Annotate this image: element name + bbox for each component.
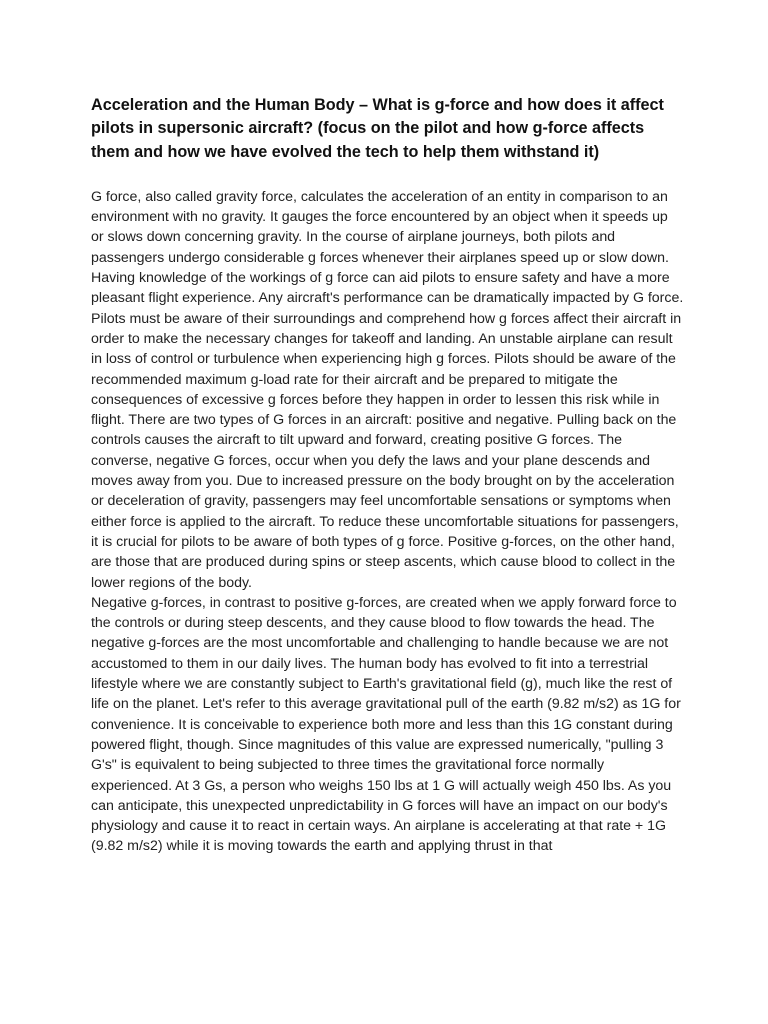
body-paragraph-1: G force, also called gravity force, calculates the acceleration of an entity in comparison to an environment with no gravity. It gauges the force encountered by an object when it speeds up or slows down concerning gravity. In the course of airplane journeys, both pilots and passengers undergo considerable g forces whenever their airplanes speed up or slow down. Having knowledge of the workings of g force can aid pilots to ensure safety and have a more pleasant flight experience. Any aircraft's performance can be dramatically impacted by G force. Pilots must be aware of their surroundings and comprehend how g forces affect their aircraft in order to make the necessary changes for takeoff and landing. An unstable airplane can result in loss of control or turbulence when experiencing high g forces. Pilots should be aware of the recommended maximum g-load rate for their aircraft and be prepared to mitigate the consequences of excessive g forces before they happen in order to lessen this risk while in flight. There are two types of G forces in an aircraft: positive and negative. Pulling back on the controls causes the aircraft to tilt upward and forward, creating positive G forces. The converse, negative G forces, occur when you defy the laws and your plane descends and moves away from you. Due to increased pressure on the body brought on by the acceleration or deceleration of gravity, passengers may feel uncomfortable sensations or symptoms when either force is applied to the aircraft. To reduce these uncomfortable situations for passengers, it is crucial for pilots to be aware of both types of g force. Positive g-forces, on the other hand, are those that are produced during spins or steep ascents, which cause blood to collect in the lower regions of the body. [91, 188, 684, 591]
body-paragraph-2: Negative g-forces, in contrast to positive g-forces, are created when we apply forward force to the controls or during steep descents, and they cause blood to flow towards the head. The negative g-forces are the most uncomfortable and challenging to handle because we are not accustomed to them in our daily lives. The human body has evolved to fit into a terrestrial lifestyle where we are constantly subject to Earth's gravitational field (g), much like the rest of life on the planet. Let's refer to this average gravitational pull of the earth (9.82 m/s2) as 1G for convenience. It is conceivable to experience both more and less than this 1G constant during powered flight, though. Since magnitudes of this value are expressed numerically, "pulling 3 G's" is equivalent to being subjected to three times the gravitational force normally experienced. At 3 Gs, a person who weighs 150 lbs at 1 G will actually weigh 450 lbs. As you can anticipate, this unexpected unpredictability in G forces will have an impact on our body's physiology and cause it to react in certain ways. An airplane is accelerating at that rate + 1G (9.82 m/s2) while it is moving towards the earth and applying thrust in that [91, 594, 681, 855]
document-title: Acceleration and the Human Body – What is g-force and how does it affect pilots in supersonic aircraft? (focus on the pilot and how g-force affects them and how we have evolved the tech to help them withstand it) [91, 96, 664, 161]
